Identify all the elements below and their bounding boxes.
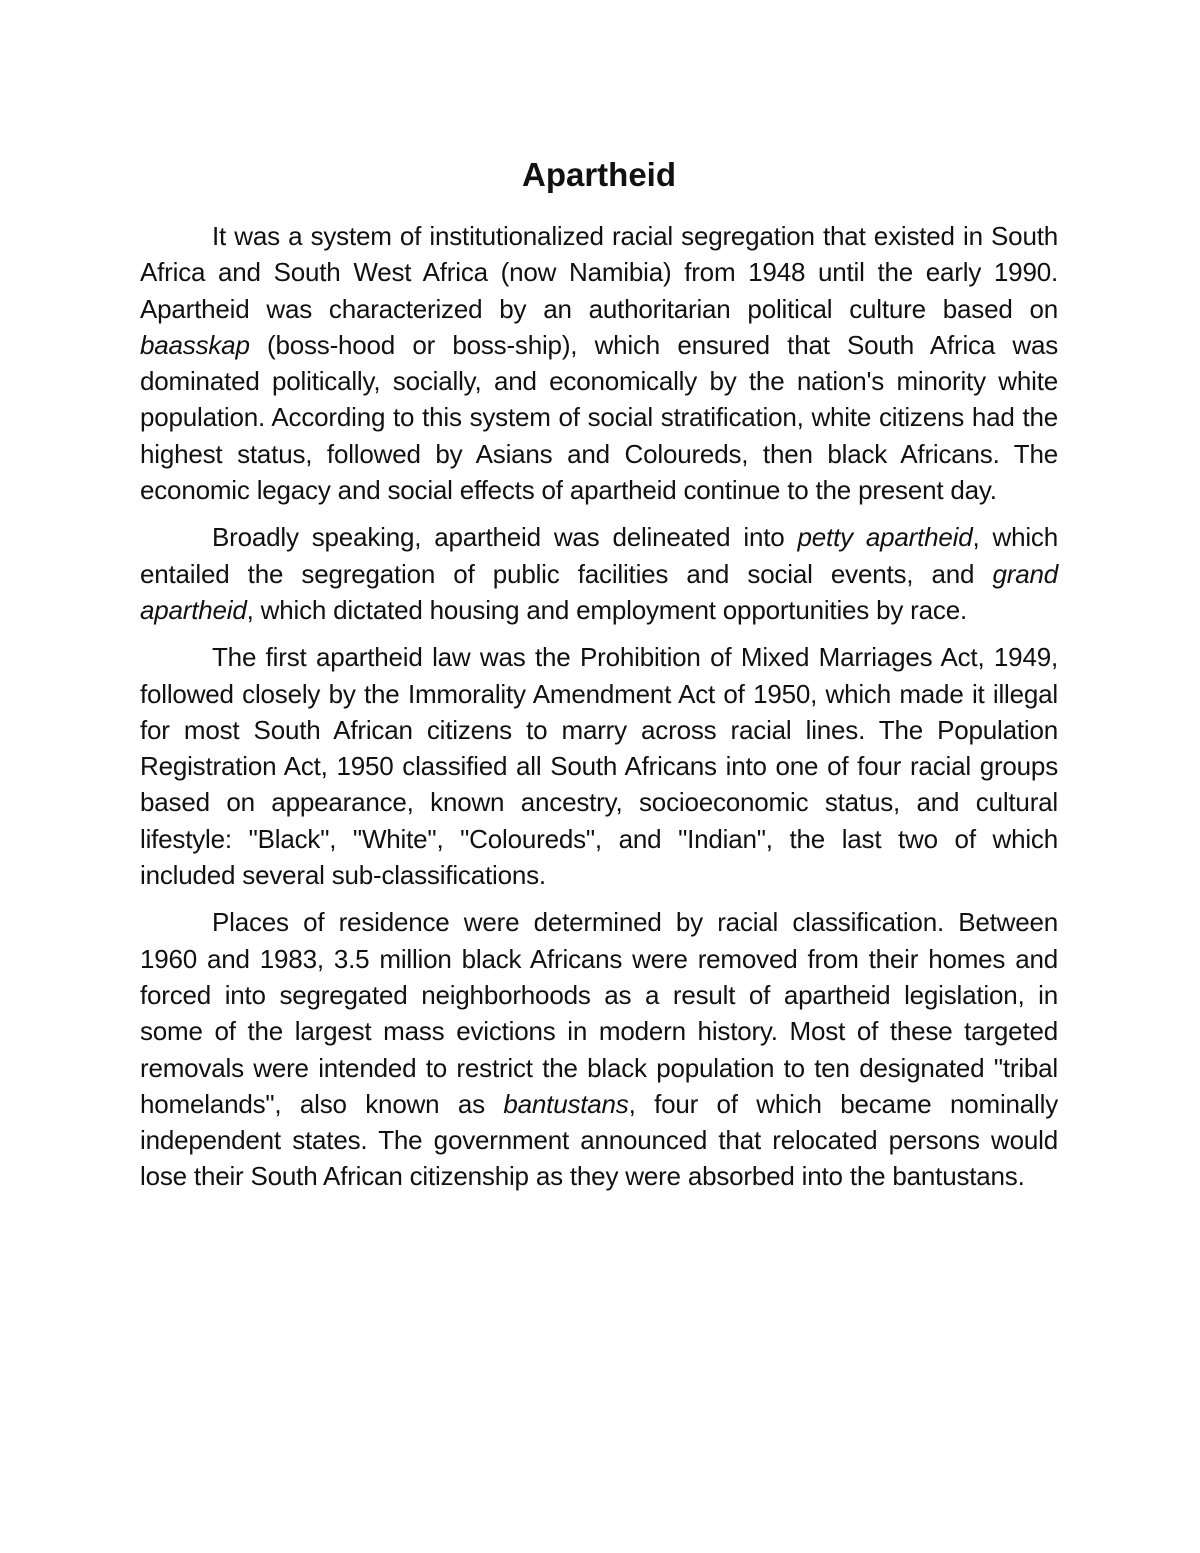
paragraph-italic-term: baasskap <box>140 329 250 360</box>
paragraph-text: The first apartheid law was the Prohibition of Mixed Marriages Act, 1949, followed closely by the Immorality Amendment Act of 1950, which made it illegal for most South African citizens to marry across racial lines. The Population Registration Act, 1950 classified all South Africans into one of four racial groups based on appearance, known ancestry, socioeconomic status, and cultural lifestyle: "Black", "White", "Coloureds", and "Indian", the last two of which included several sub-classifications. <box>140 642 1058 891</box>
paragraph-text: , four of which became nominally independent states. The government announced that relocated persons would lose their South African citizenship as they were absorbed into the bantustans. <box>140 1088 1058 1192</box>
paragraph-italic-term: petty apartheid <box>797 522 973 553</box>
paragraph-text: (boss-hood or boss-ship), which ensured that South Africa was dominated politically, socially, and economically by the nation's minority white population. According to this system of social stratification, white citizens had the highest status, followed by Asians and Coloureds, then black Africans. The economic legacy and social effects of apartheid continue to the present day. <box>140 329 1058 506</box>
page-title: Apartheid <box>521 156 676 193</box>
paragraph <box>140 519 1058 628</box>
paragraph-text: , which dictated housing and employment opportunities by race. <box>246 594 967 625</box>
document-body <box>140 152 1058 1206</box>
paragraph-text: Places of residence were determined by racial classification. Between 1960 and 1983, 3.5 million black Africans were removed from their homes and forced into segregated neighborhoods as a result of apartheid legislation, in some of the largest mass evictions in modern history. Most of these targeted removals were intended to restrict the black population to ten designated "tribal homelands", also known as <box>140 907 1058 1119</box>
paragraph-italic-term: grand apartheid <box>140 558 1058 625</box>
paragraph <box>140 639 1058 893</box>
paragraph <box>140 218 1058 508</box>
paragraph-text: It was a system of institutionalized racial segregation that existed in South Africa and South West Africa (now Namibia) from 1948 until the early 1990. Apartheid was characterized by an authoritarian political culture based on <box>140 221 1058 324</box>
paragraph-text: Broadly speaking, apartheid was delineated into <box>212 522 798 553</box>
paragraph <box>140 904 1058 1194</box>
paragraph-text: , which entailed the segregation of public facilities and social events, and <box>140 522 1058 589</box>
paragraph-italic-term: bantustans <box>503 1088 629 1119</box>
